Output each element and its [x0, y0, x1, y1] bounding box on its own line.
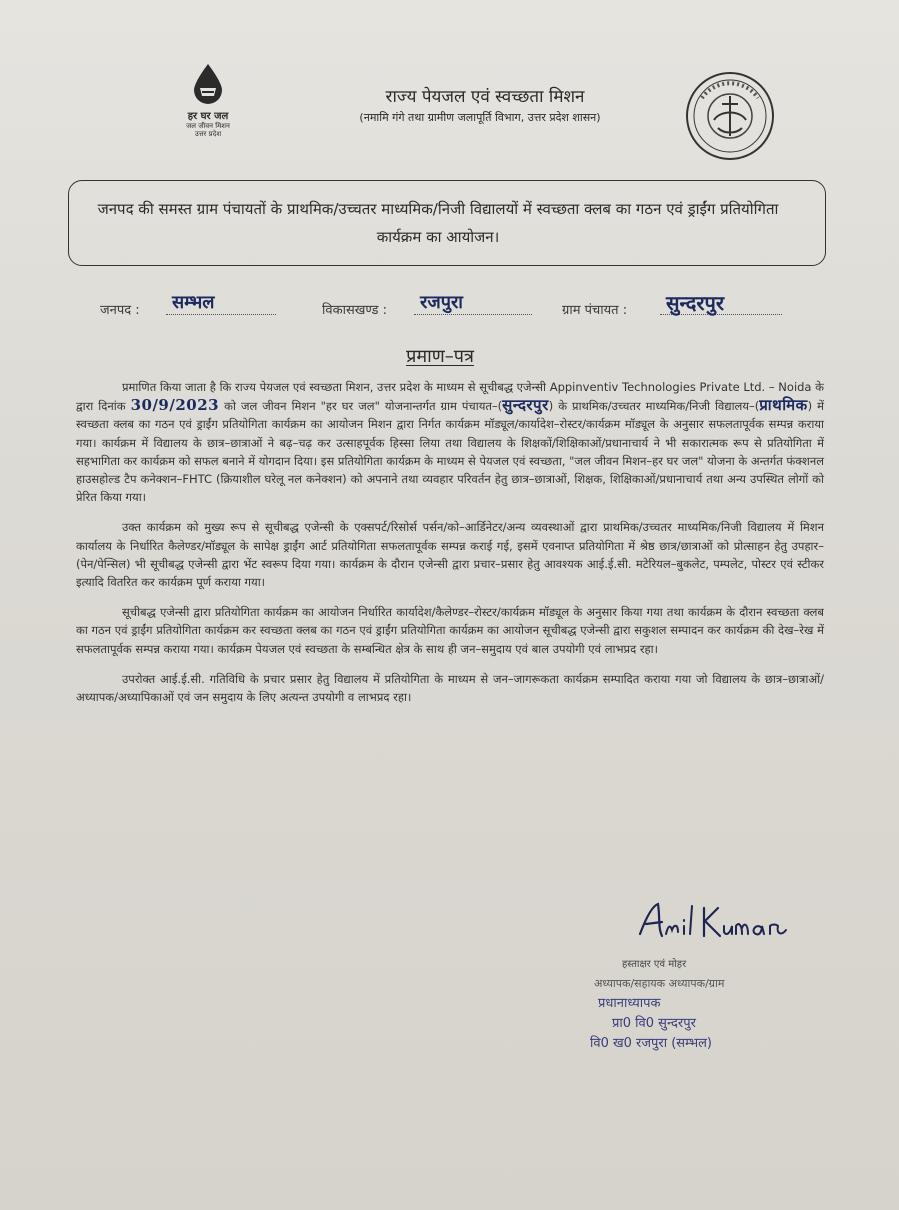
paragraph-4: उपरोक्त आई.ई.सी. गतिविधि के प्रचार प्रसार हेतु विद्यालय में प्रतियोगिता के माध्यम से जन–जागरूकता कार्यक्रम सम्पादित कराया गया जो विद्यालय के छात्र–छात्राओं/अध्यापक/अध्यापिकाओं एवं जन समुदाय के लिए अत्यन्त उपयोगी व लाभप्रद रहा।: [76, 671, 824, 705]
block-value: रजपुरा: [414, 292, 532, 315]
mission-subtitle: (नमामि गंगे तथा ग्रामीण जलापूर्ति विभाग, उत्तर प्रदेश शासन): [359, 111, 601, 124]
para1-text-b: को जल जीवन मिशन "हर घर जल" योजनान्तर्गत ग्राम पंचायत–(: [224, 399, 503, 414]
mission-title: राज्य पेयजल एवं स्वच्छता मिशन: [385, 87, 585, 107]
para1-text-d: ) में स्वच्छता क्लब का गठन एवं ड्राईंग प्रतियोगिता कार्यक्रम का आयोजन मिशन द्वारा निर्गत कार्यक्रम मॉड्यूल/कार्यादेश–रोस्टर/कार्यक्रम मॉड्यूल के अनुसार सफलतापूर्वक सम्पन्न कराया गया। कार्यक्रम में विद्यालय के छात्र–छात्राओं ने बढ़–चढ़ कर उत्साहपूर्वक हिस्सा लिया तथा विद्यालय के शिक्षकों/शिक्षिकाओं/प्रधानाचार्य ने भी सकारात्मक रूप से प्रतियोगिता में सहभागिता कर कार्यक्रम को सफल बनाने में योगदान दिया। इस प्रतियोगिता कार्यक्रम के माध्यम से पेयजल एवं स्वच्छता, "जल जीवन मिशन–हर घर जल" योजना के अन्तर्गत फंक्शनल हाउसहोल्ड टैप कनेक्शन–FHTC (क्रियाशील घरेलू नल कनेक्शन) को अपनाने तथा व्यवहार परिवर्तन हेतु छात्र–छात्राओं, शिक्षक, शिक्षिकाओं/प्रधानाचार्य तथा अन्य उपस्थित लोगों को प्रेरित किया गया।: [76, 399, 825, 505]
paragraph-1: [76, 378, 824, 506]
program-title-box: [68, 180, 826, 266]
panchayat-value: सुन्दरपुर: [660, 292, 782, 315]
para1-text-c: ) के प्राथमिक/उच्चतर माध्यमिक/निजी विद्यालय–(: [548, 399, 760, 414]
location-fields: [0, 292, 899, 332]
logo-text-2: जल जीवन मिशन: [186, 122, 230, 130]
up-government-seal-icon: [684, 70, 776, 162]
district-label: जनपद :: [100, 303, 140, 318]
school-type: प्राथमिक: [759, 396, 808, 415]
panchayat-label: ग्राम पंचायत :: [562, 303, 628, 318]
program-title: जनपद की समस्त ग्राम पंचायतों के प्राथमिक/उच्चतर माध्यमिक/निजी विद्यालयों में स्वच्छता क्लब का गठन एवं ड्राईंग प्रतियोगिता कार्यक्रम का आयोजन।: [97, 200, 779, 246]
school-stamp: [590, 974, 794, 1054]
stamp-line-2: प्रधानाध्यापक: [598, 996, 661, 1011]
paragraph-2: उक्त कार्यक्रम को मुख्य रूप से सूचीबद्ध एजेन्सी के एक्सपर्ट/रिसोर्स पर्सन/को–आर्डिनेटर/अन्य व्यवस्थाओं द्वारा प्राथमिक/उच्चतर माध्यमिक/निजी विद्यालय में मिशन कार्यालय के निर्धारित कैलेण्डर/मॉड्यूल के सापेक्ष ड्राईंग आर्ट प्रतियोगिता सफलतापूर्वक सम्पन्न कराई गई, इसमें एवनाप्त प्रतियोगिता में श्रेष्ठ छात्र/छात्राओं को प्रोत्साहन हेतु उपहार–(पेन/पेन्सिल) भी सूचीबद्ध एजेन्सी द्वारा भेंट स्वरूप दिया गया। कार्यक्रम के दौरान एजेन्सी द्वारा प्रचार–प्रसार हेतु आवश्यक आई.ई.सी. मटेरियल–बुकलेट, पम्पलेट, पोस्टर एवं स्टीकर इत्यादि वितरित कर कार्यक्रम पूर्ण कराया गया।: [76, 520, 824, 590]
paragraph-3: सूचीबद्ध एजेन्सी द्वारा प्रतियोगिता कार्यक्रम का आयोजन निर्धारित कार्यादेश/कैलेण्डर–रोस्टर/कार्यक्रम मॉड्यूल के अनुसार किया गया तथा कार्यक्रम के दौरान स्वच्छता क्लब का गठन एवं ड्राईंग प्रतियोगिता कार्यक्रम कर स्वच्छता क्लब का गठन एवं ड्राईंग प्रतियोगिता कार्यक्रम का आयोजन सूचीबद्ध एजेन्सी द्वारा सकुशल सम्पादन कर कार्यक्रम की देख–रेख में सफलतापूर्वक सम्पन्न कराया गया। कार्यक्रम पेयजल एवं स्वच्छता के सम्बन्धित क्षेत्र के साथ ही जन–समुदाय एवं बाल उपयोगी एवं लाभप्रद रहा।: [76, 605, 824, 656]
handwritten-signature: [636, 900, 796, 944]
har-ghar-jal-logo: [178, 62, 238, 138]
stamp-line-1: अध्यापक/सहायक अध्यापक/ग्राम: [594, 977, 725, 990]
signature-label: हस्ताक्षर एवं मोहर: [622, 959, 687, 970]
certificate-body: [76, 378, 824, 718]
district-value: सम्भल: [166, 292, 276, 315]
stamp-line-4: वि0 ख0 रजपुरा (सम्भल): [590, 1036, 712, 1051]
stamp-line-3: प्रा0 वि0 सुन्दरपुर: [612, 1016, 696, 1031]
logo-text-1: हर घर जल: [187, 111, 229, 122]
logo-text-3: उत्तर प्रदेश: [194, 130, 222, 138]
certificate-heading: प्रमाण–पत्र: [406, 346, 474, 367]
block-label: विकासखण्ड :: [322, 303, 388, 318]
water-drop-logo-icon: [188, 62, 228, 106]
village-name: सुन्दरपुर: [502, 396, 549, 415]
para1-text-a: प्रमाणित किया जाता है कि राज्य पेयजल एवं स्वच्छता मिशन, उत्तर प्रदेश के माध्यम से सूचीबद्ध एजेन्सी Appinventiv Technologies Private Ltd. – Noida के द्वारा दिनांक: [76, 380, 824, 414]
program-date: 30/9/2023: [130, 396, 220, 415]
